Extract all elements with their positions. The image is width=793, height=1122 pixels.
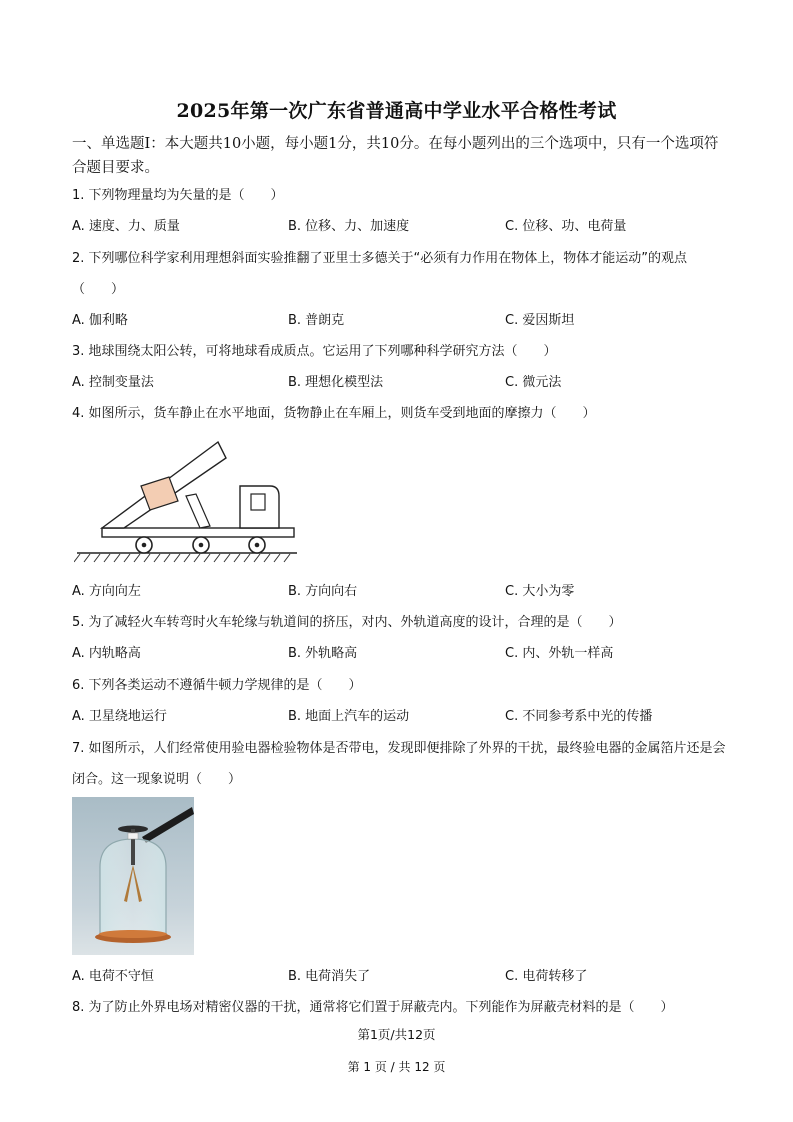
question-1: 1. 下列物理量均为矢量的是（ ） [72, 188, 284, 203]
q6-option-a: A. 卫星绕地运行 [72, 709, 167, 724]
q6-option-c: C. 不同参考系中光的传播 [505, 709, 653, 724]
q7-option-b: B. 电荷消失了 [288, 969, 371, 984]
q2-option-b: B. 普朗克 [288, 313, 345, 328]
q3-option-a: A. 控制变量法 [72, 375, 154, 390]
q7-option-a: A. 电荷不守恒 [72, 969, 154, 984]
q5-option-b: B. 外轨略高 [288, 646, 358, 661]
question-7: 7. 如图所示，人们经常使用验电器检验物体是否带电，发现即便排除了外界的干扰，最终验电器的金属箔片还是会闭合。这一现象说明（ ） [72, 741, 726, 787]
q1-option-a: A. 速度、力、质量 [72, 219, 180, 234]
q2-option-c: C. 爱因斯坦 [505, 313, 575, 328]
q6-option-b: B. 地面上汽车的运动 [288, 709, 410, 724]
q5-option-a: A. 内轨略高 [72, 646, 141, 661]
page-footer-outer: 第 1 页 / 共 12 页 [347, 1060, 446, 1074]
question-4: 4. 如图所示，货车静止在水平地面，货物静止在车厢上，则货车受到地面的摩擦力（ ） [72, 406, 596, 421]
q4-option-a: A. 方向向左 [72, 584, 141, 599]
question-5: 5. 为了减轻火车转弯时火车轮缘与轨道间的挤压，对内、外轨道高度的设计，合理的是（ ） [72, 615, 622, 630]
question-6: 6. 下列各类运动不遵循牛顿力学规律的是（ ） [72, 678, 362, 693]
q4-option-b: B. 方向向右 [288, 584, 358, 599]
q5-option-c: C. 内、外轨一样高 [505, 646, 614, 661]
q3-option-b: B. 理想化模型法 [288, 375, 384, 390]
question-2: 2. 下列哪位科学家利用理想斜面实验推翻了亚里士多德关于“必须有力作用在物体上，物体才能运动”的观点（ ） [72, 251, 688, 297]
q1-option-b: B. 位移、力、加速度 [288, 219, 410, 234]
q4-option-c: C. 大小为零 [505, 584, 575, 599]
question-8: 8. 为了防止外界电场对精密仪器的干扰，通常将它们置于屏蔽壳内。下列能作为屏蔽壳材料的是（ ） [72, 1000, 674, 1015]
exam-title: 2025年第一次广东省普通高中学业水平合格性考试 [176, 100, 617, 122]
page-footer-inner: 第1页/共12页 [357, 1027, 436, 1042]
dump-truck-figure [74, 438, 300, 564]
q3-option-c: C. 微元法 [505, 375, 562, 390]
q2-option-a: A. 伽利略 [72, 313, 128, 328]
question-3: 3. 地球围绕太阳公转，可将地球看成质点。它运用了下列哪种科学研究方法（ ） [72, 344, 557, 359]
q7-option-c: C. 电荷转移了 [505, 969, 588, 984]
q1-option-c: C. 位移、功、电荷量 [505, 219, 627, 234]
section-heading: 一、单选题Ⅰ：本大题共10小题，每小题1分，共10分。在每小题列出的三个选项中，只有一个选项符合题目要求。 [72, 136, 719, 176]
electroscope-photo [72, 797, 194, 955]
